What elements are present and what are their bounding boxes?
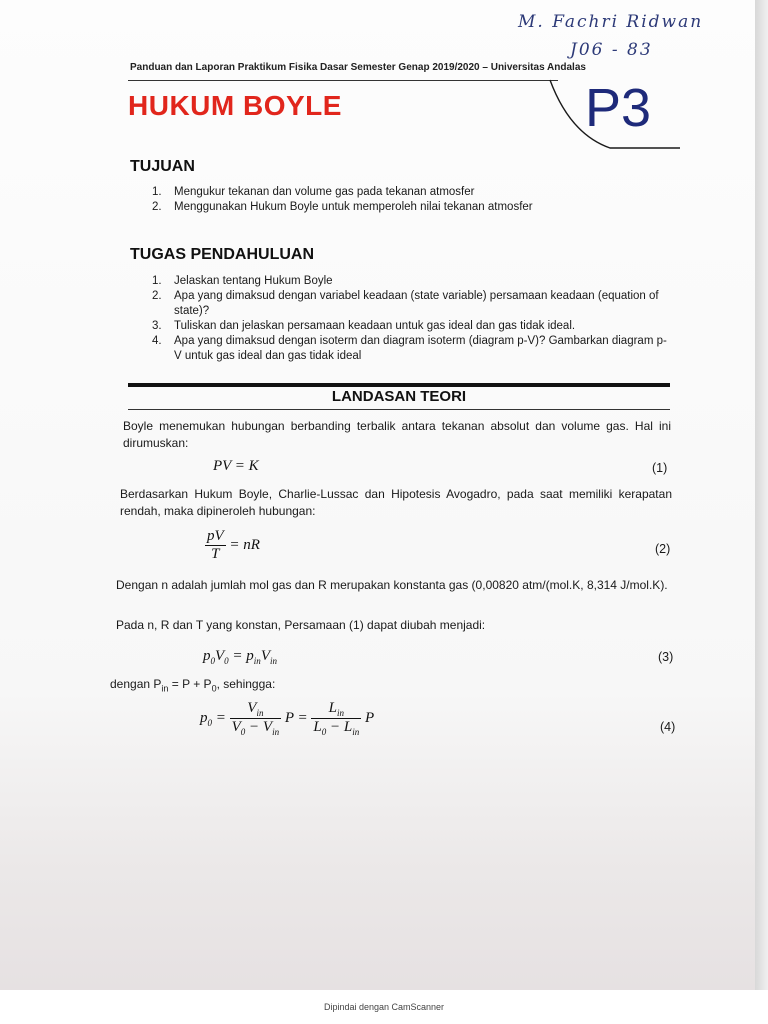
paragraph-3: Dengan n adalah jumlah mol gas dan R merupakan konstanta gas (0,00820 atm/(mol.K, 8,314 J/mol.K). bbox=[116, 578, 668, 592]
paragraph-1: Boyle menemukan hubungan berbanding terbalik antara tekanan absolut dan volume gas. Hal ini dirumuskan: bbox=[123, 419, 671, 450]
list-item: 2. Menggunakan Hukum Boyle untuk memperoleh nilai tekanan atmosfer bbox=[152, 201, 533, 213]
paragraph-5: dengan $P_{in} = P + P_0$, sehingga: bbox=[110, 677, 276, 694]
header-rule bbox=[128, 80, 558, 81]
equation-1-number: (1) bbox=[652, 461, 668, 475]
chapter-badge: P3 bbox=[585, 78, 652, 138]
handwritten-name: M. Fachri Ridwan bbox=[518, 12, 704, 32]
equation-3: $p_0V_0 = p_{in}V_{in}$ bbox=[203, 648, 277, 666]
scanner-watermark: Dipindai dengan CamScanner bbox=[323, 1002, 445, 1012]
equation-4: $p_0$ = $\frac{V_{in}}{V_0 - V_{in}}$ P = $\frac{L_{in}}{L_0 - L_{in}}$ P bbox=[200, 700, 375, 737]
list-item: 1. Mengukur tekanan dan volume gas pada tekanan atmosfer bbox=[152, 186, 475, 198]
page-edge bbox=[755, 0, 768, 990]
handwritten-id: J06 - 83 bbox=[570, 40, 653, 60]
list-item: 2. Apa yang dimaksud dengan variabel keadaan (state variable) persamaan keadaan (equation of state)? bbox=[152, 290, 659, 317]
equation-2-number: (2) bbox=[655, 542, 671, 556]
page-header: Panduan dan Laporan Praktikum Fisika Dasar Semester Genap 2019/2020 – Universitas Andalas bbox=[130, 62, 586, 73]
tujuan-heading: TUJUAN bbox=[130, 158, 195, 175]
section-rule-top bbox=[128, 383, 670, 387]
teori-heading: LANDASAN TEORI bbox=[331, 388, 467, 405]
paragraph-4: Pada n, R dan T yang konstan, Persamaan (1) dapat diubah menjadi: bbox=[116, 618, 486, 632]
list-item: 1. Jelaskan tentang Hukum Boyle bbox=[152, 275, 333, 287]
tugas-list bbox=[152, 274, 672, 364]
section-rule-bottom bbox=[128, 409, 670, 410]
tujuan-list bbox=[152, 185, 582, 215]
tugas-heading: TUGAS PENDAHULUAN bbox=[130, 246, 314, 263]
list-item: 3. Tuliskan dan jelaskan persamaan keadaan untuk gas ideal dan gas tidak ideal. bbox=[152, 320, 576, 332]
equation-3-number: (3) bbox=[658, 650, 674, 664]
equation-4-number: (4) bbox=[660, 720, 676, 734]
equation-2: $\frac{pV}{T}$ = nR bbox=[207, 528, 260, 562]
paragraph-2: Berdasarkan Hukum Boyle, Charlie-Lussac dan Hipotesis Avogadro, pada saat memiliki kerapatan rendah, maka dipineroleh hubungan: bbox=[120, 487, 672, 518]
list-item: 4. Apa yang dimaksud dengan isoterm dan diagram isoterm (diagram p-V)? Gambarkan diagram p-V untuk gas ideal dan gas tidak ideal bbox=[152, 335, 667, 362]
equation-1: PV = K bbox=[213, 458, 259, 474]
page-title: HUKUM BOYLE bbox=[128, 90, 342, 121]
